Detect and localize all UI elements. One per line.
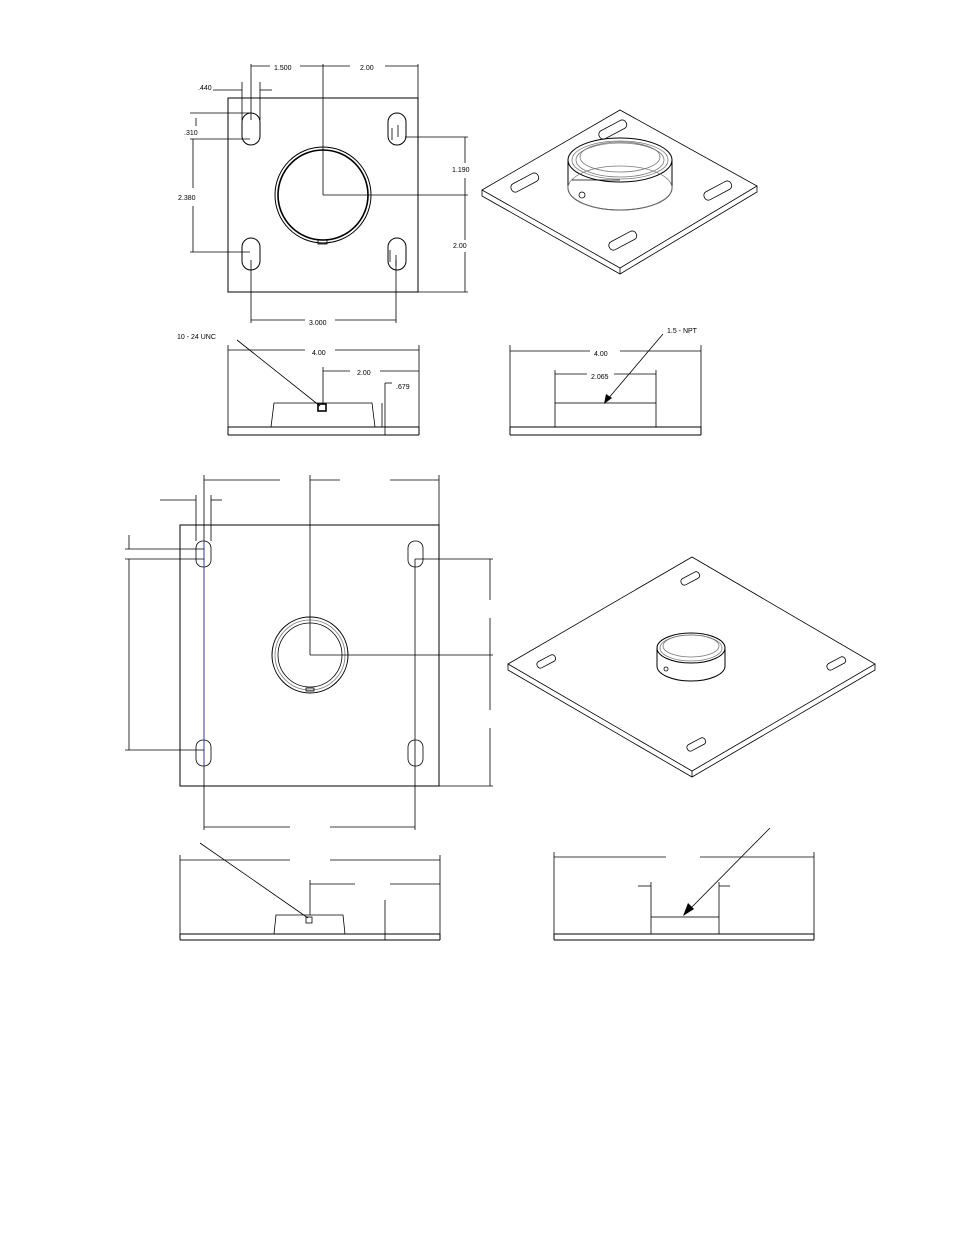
drawing-2-side-view-right: [554, 828, 814, 940]
drawing-1-side-view-left: [177, 334, 419, 435]
dim-vertical-spacing: 2.380: [178, 195, 196, 202]
dim-center-to-edge-top: 2.00: [360, 65, 374, 72]
dim-side-height: .679: [396, 384, 410, 391]
dim-slot-offset: .310: [184, 130, 198, 137]
dim-center-to-edge-right: 2.00: [453, 243, 467, 250]
drawing-2-top-view: [125, 475, 493, 830]
drawing-1-top-view: [178, 64, 470, 327]
dim-hole-to-edge: 1.500: [274, 65, 292, 72]
slot-hole-icon: [408, 541, 423, 567]
slot-hole-icon: [388, 113, 406, 145]
dim-side-half: 2.00: [357, 370, 371, 377]
dim-collar: 2.065: [591, 374, 609, 381]
dim-slot-width: .440: [198, 85, 212, 92]
drawing-1-isometric-view: [482, 110, 757, 274]
threaded-collar-icon: [568, 138, 672, 182]
callout-10-24-unc: 10 - 24 UNC: [177, 334, 216, 341]
dim-center-to-hole: 1.190: [452, 167, 470, 174]
drawing-2-side-view-left: [180, 843, 440, 940]
dim-side-width: 4.00: [312, 350, 326, 357]
slot-hole-icon: [408, 740, 423, 766]
plate-outline-2: [180, 525, 439, 786]
drawing-2-isometric-view: [508, 557, 875, 777]
dim-side-width-right: 4.00: [594, 351, 608, 358]
threaded-collar-icon: [657, 633, 725, 663]
slot-hole-icon: [536, 571, 847, 753]
drawing-1-side-view-right: [510, 328, 701, 435]
dim-bottom-spacing: 3.000: [309, 320, 327, 327]
slot-hole-icon: [388, 238, 406, 270]
callout-1-5-npt: 1.5 - NPT: [667, 328, 697, 335]
